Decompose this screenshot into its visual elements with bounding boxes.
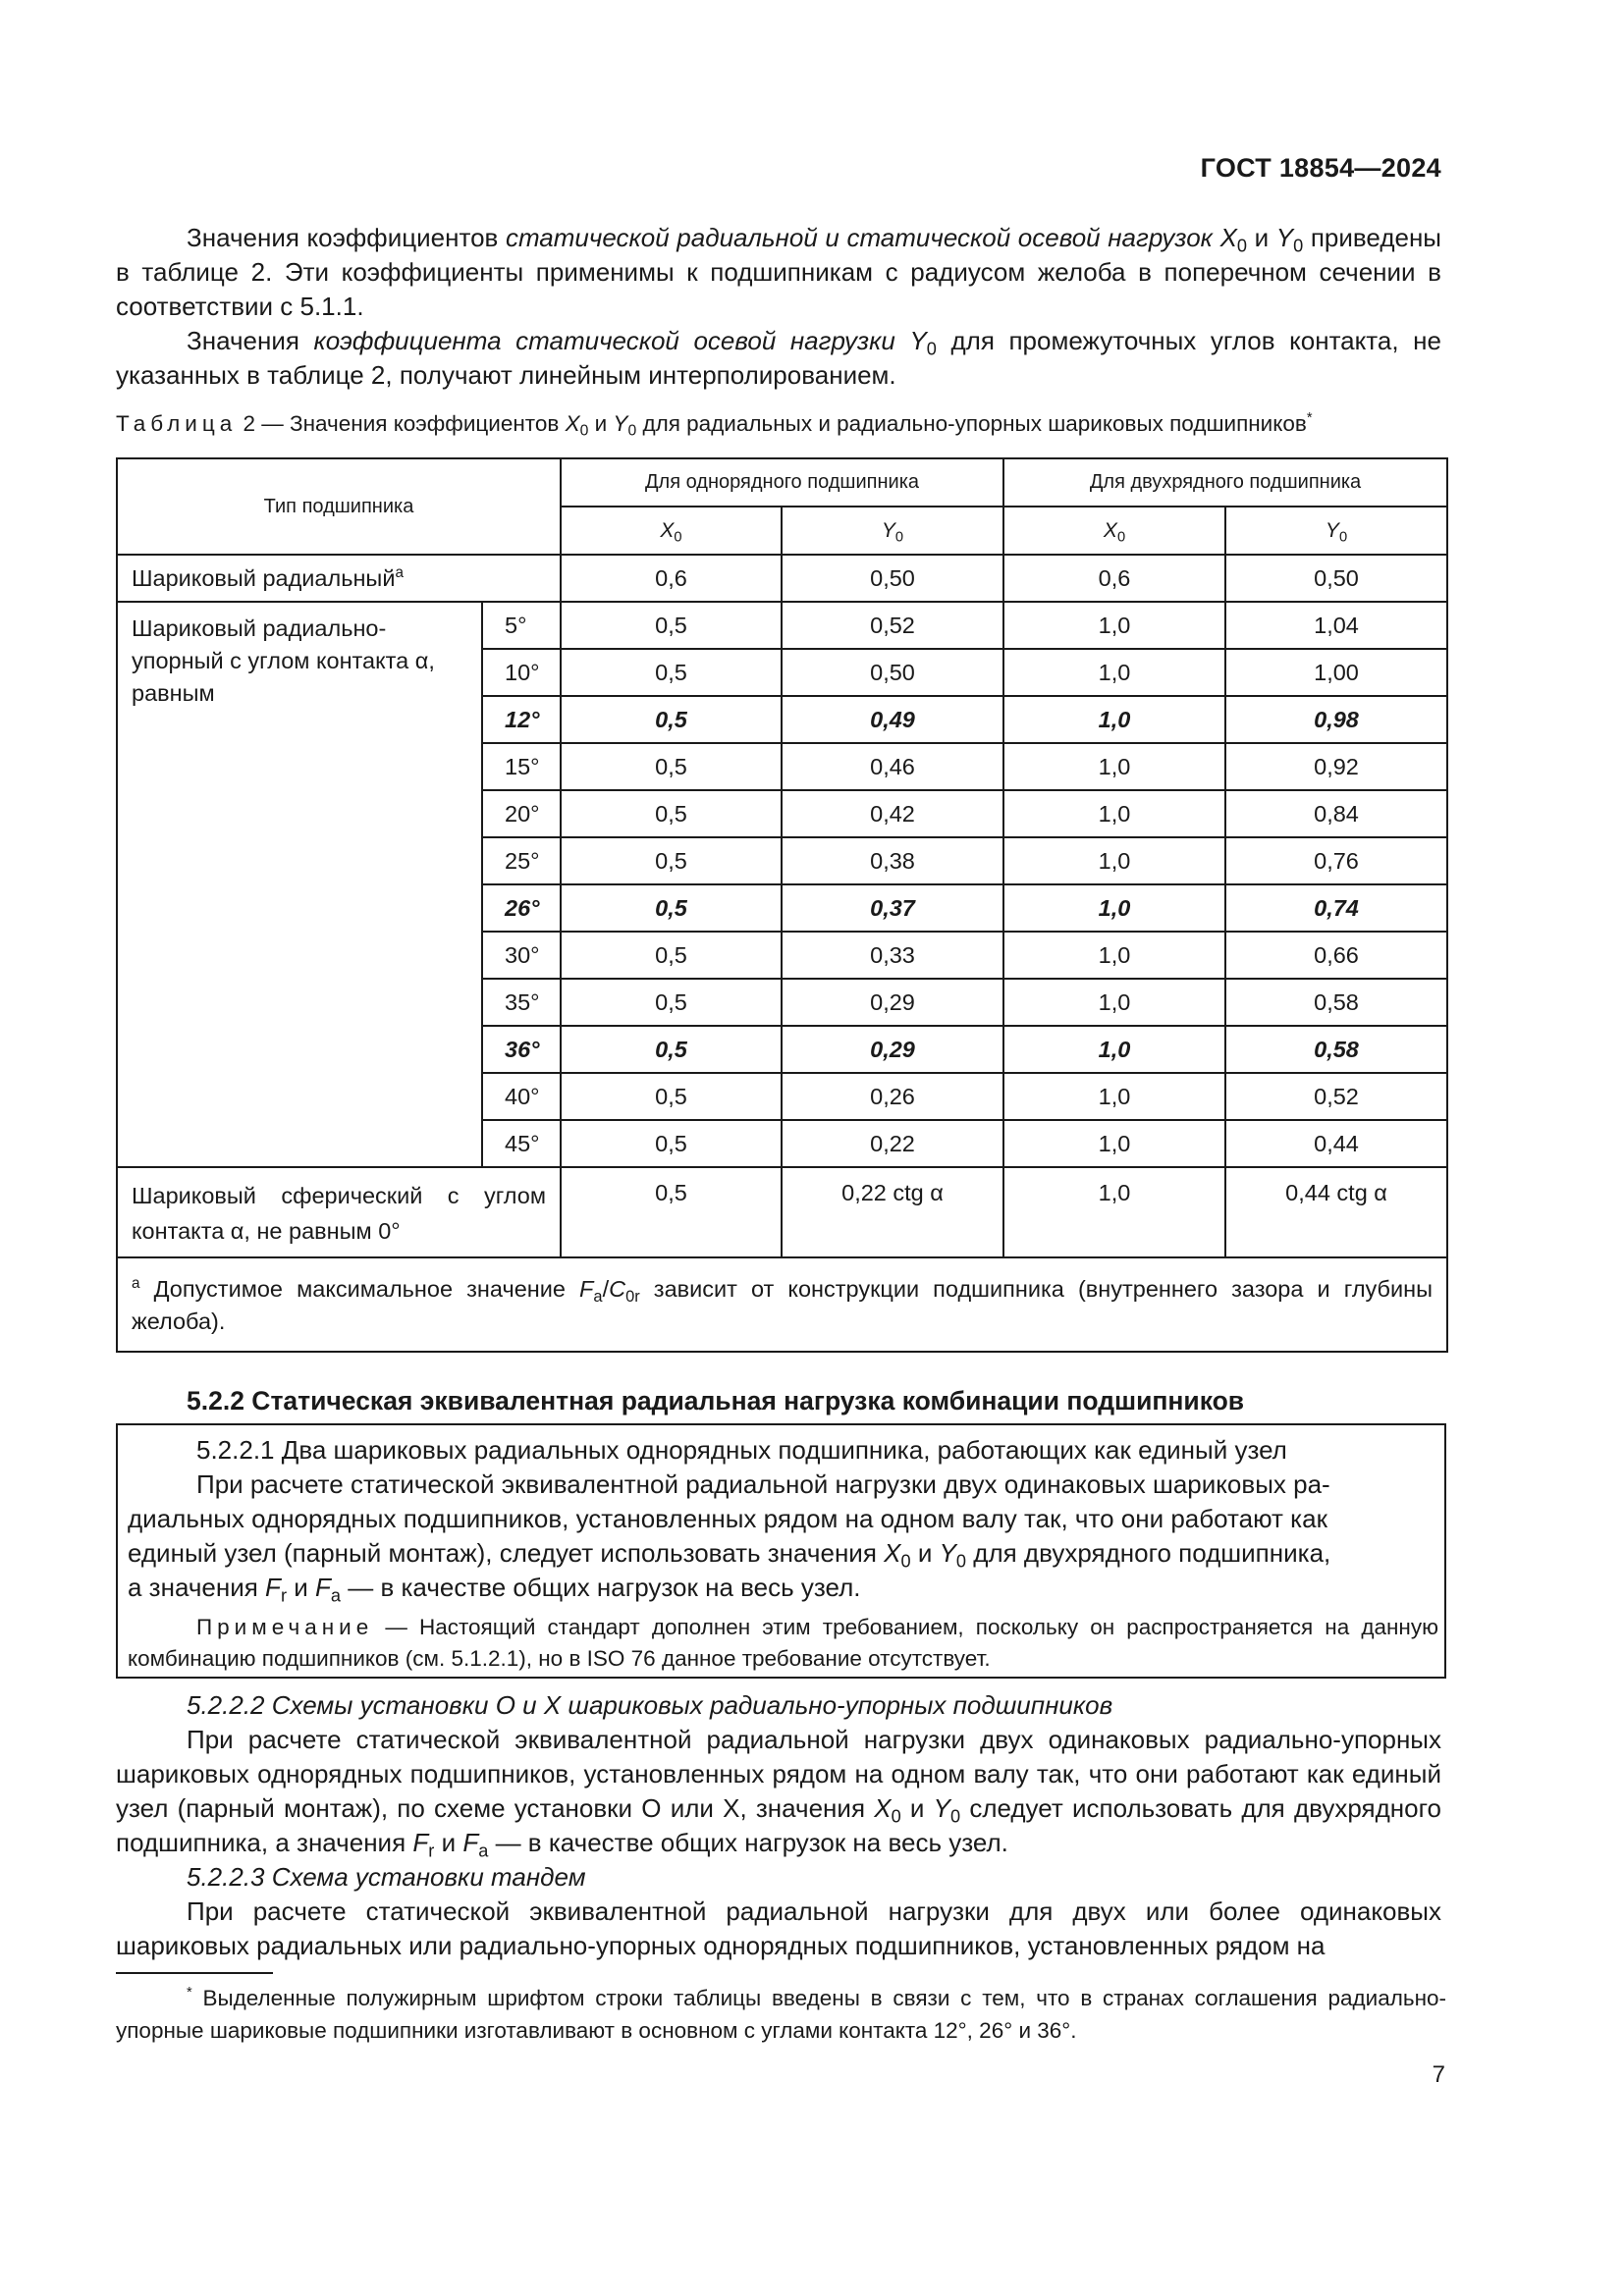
table-cell: 0,5 [561, 1026, 782, 1073]
table-cell: 0,74 [1225, 884, 1447, 932]
table-cell: 0,52 [782, 602, 1003, 649]
text-span [117, 458, 1447, 507]
text-span: Y [939, 1538, 956, 1568]
table-row [117, 555, 1447, 602]
table-footnote-row [117, 1257, 1447, 1352]
text-span: 5.2.2.1 Два шариковых радиальных однорядных подшипника, работающих как единый узел [196, 1435, 1287, 1465]
table-cell: 0,5 [561, 979, 782, 1026]
text-span: X [660, 518, 675, 542]
text-span: следует использовать для двухрядного подшипника, а значения [116, 1793, 1441, 1857]
text-span: / [602, 1276, 610, 1302]
text-span: Значения коэффициентов [187, 223, 506, 252]
table-cell: 10° [482, 649, 561, 696]
intro-paragraph-2 [116, 324, 1441, 393]
intro-paragraph-1 [116, 221, 1441, 324]
text-span: коэффициента статической осевой нагрузки [313, 326, 895, 355]
subscript: 0 [926, 339, 937, 359]
table-cell: 1,0 [1003, 1167, 1225, 1257]
table-caption [116, 410, 1490, 440]
text-span: Y [613, 411, 628, 436]
table-cell: 0,5 [561, 1073, 782, 1120]
subscript: r [428, 1841, 435, 1861]
subscript: 0 [1338, 528, 1348, 545]
subscript: a [330, 1585, 341, 1606]
section-5-2-2-2 [116, 1688, 1441, 1860]
table-cell: 1,0 [1003, 1073, 1225, 1120]
table-cell: 0,5 [561, 837, 782, 884]
header-x0-single [561, 507, 782, 555]
table-cell: 0,58 [1225, 979, 1447, 1026]
table-cell: 0,5 [561, 790, 782, 837]
table-cell: 0,5 [561, 884, 782, 932]
table-cell: 0,76 [1225, 837, 1447, 884]
text-span: а значения [128, 1573, 266, 1602]
table-cell: 0,52 [1225, 1073, 1447, 1120]
row-type-radial [117, 555, 561, 602]
text-span: и [1247, 223, 1276, 252]
table-cell: 0,5 [561, 932, 782, 979]
text-span: При расчете статической эквивалентной радиальной нагрузки двух одинаковых шариковых ра- [196, 1469, 1330, 1499]
table-cell: 0,5 [561, 696, 782, 743]
table-cell: 0,6 [561, 555, 782, 602]
subscript: 0 [900, 1551, 911, 1572]
text-span: единый узел (парный монтаж), следует использовать значения [128, 1538, 885, 1568]
section-5-2-2-1-box [116, 1423, 1446, 1679]
text-span: 5.2.2.2 Схемы установки О и Х шариковых радиально-упорных подшипников [187, 1690, 1113, 1720]
table-cell: 0,37 [782, 884, 1003, 932]
table-cell: 1,0 [1003, 884, 1225, 932]
text-span [128, 1536, 1330, 1571]
text-span: F [412, 1828, 429, 1857]
table-cell: 0,5 [561, 743, 782, 790]
table-cell: 0,5 [561, 602, 782, 649]
text-span: и [287, 1573, 315, 1602]
text-span: зависит от конструкции подшипника (внутреннего зазора и глубины желоба). [132, 1276, 1434, 1334]
table-cell: 26° [482, 884, 561, 932]
text-span: F [579, 1276, 594, 1302]
table-cell: 1,0 [1003, 696, 1225, 743]
table-cell: 1,0 [1003, 602, 1225, 649]
table-cell: 1,0 [1003, 837, 1225, 884]
table-cell: 5° [482, 602, 561, 649]
subscript: 0 [949, 1806, 961, 1827]
table-cell: 0,6 [1003, 555, 1225, 602]
text-span [117, 458, 1447, 1352]
header-x0-double [1003, 507, 1225, 555]
section-5-2-2-heading: 5.2.2 Статическая эквивалентная радиальная нагрузка комбинации подшипников [187, 1386, 1245, 1415]
subscript: 0 [627, 422, 637, 440]
text-span: X [1219, 223, 1237, 252]
table-cell: 20° [482, 790, 561, 837]
table-cell: 35° [482, 979, 561, 1026]
table-cell: 0,84 [1225, 790, 1447, 837]
footnote-rule [116, 1972, 273, 1974]
table-cell: 1,0 [1003, 979, 1225, 1026]
subscript: 0 [1293, 236, 1304, 256]
header-single-row: Для однорядного подшипника [561, 458, 1003, 507]
table-cell: 0,22 [782, 1120, 1003, 1167]
header-y0-single [782, 507, 1003, 555]
table-cell: 0,50 [782, 649, 1003, 696]
table-cell: 0,58 [1225, 1026, 1447, 1073]
table-cell: 0,50 [782, 555, 1003, 602]
subscript: 0 [955, 1551, 967, 1572]
subscript: 0r [625, 1287, 640, 1306]
text-span: F [265, 1573, 281, 1602]
text-span: — Настоящий стандарт дополнен этим требованием, поскольку он распространяется на данную комбинацию подшипников (см. 5.1.2.1), но в ISO 76 данное требование отсутствует. [128, 1615, 1438, 1671]
text-span: приведены в таблице 2. Эти коэффициенты применимы к подшипникам с радиусом желоба в поперечном сечении в соответствии с 5.1.1. [116, 223, 1441, 321]
page-footnote [116, 1982, 1446, 2047]
section-5-2-2-3 [116, 1860, 1441, 1963]
subscript: 0 [1236, 236, 1248, 256]
table-cell: 12° [482, 696, 561, 743]
subscript: r [280, 1585, 287, 1606]
table-cell: 45° [482, 1120, 561, 1167]
text-span: для промежуточных углов контакта, не указанных в таблице 2, получают линейным интерполированием. [116, 326, 1441, 390]
table-cell: 0,44 [1225, 1120, 1447, 1167]
text-span: Выделенные полужирным шрифтом строки таблицы введены в связи с тем, что в странах соглашения радиально-упорные шариковые подшипники изготавливают в основном с углами контакта 12°, 26° и 36°. [116, 1986, 1446, 2043]
table-cell: 0,26 [782, 1073, 1003, 1120]
coefficients-table [116, 457, 1448, 1353]
table-cell: 0,5 [561, 1120, 782, 1167]
table-cell: 0,66 [1225, 932, 1447, 979]
subscript: a [593, 1287, 603, 1306]
table-cell: 0,33 [782, 932, 1003, 979]
table-row-spherical [117, 1167, 1447, 1257]
text-span: для радиальных и радиально-упорных шариковых подшипников [636, 411, 1307, 436]
text-span: статической радиальной и статической осевой нагрузок [505, 223, 1213, 252]
table-cell: 0,5 [561, 1167, 782, 1257]
header-y0-double [1225, 507, 1447, 555]
text-span [116, 1723, 1441, 1860]
text-span: Y [1275, 223, 1294, 252]
table-cell: 30° [482, 932, 561, 979]
text-span: — в качестве общих нагрузок на весь узел. [488, 1828, 1008, 1857]
text-span: X [565, 411, 580, 436]
table-cell: 1,04 [1225, 602, 1447, 649]
superscript: * [187, 1985, 192, 2002]
table-cell: 0,44 ctg α [1225, 1167, 1447, 1257]
row-type-angular: Шариковый радиально-упорный с углом контакта α, равным [117, 602, 482, 1167]
text-span: Y [933, 1793, 950, 1823]
subscript: a [478, 1841, 489, 1861]
superscript: a [395, 563, 404, 581]
table-cell: 0,98 [1225, 696, 1447, 743]
text-span: X [874, 1793, 892, 1823]
subscript: 0 [891, 1806, 901, 1827]
text-span: диальных однорядных подшипников, установленных рядом на одном валу так, что они работают как [128, 1504, 1327, 1533]
table-cell: 15° [482, 743, 561, 790]
text-span: При расчете статической эквивалентной радиальной нагрузки двух одинаковых радиально-упорных шариковых однорядных подшипников, установленных рядом на одном валу так, что они работают как единый узел (парный монтаж), по схеме установки О или Х, значения [116, 1725, 1441, 1823]
table-cell: 0,46 [782, 743, 1003, 790]
text-span: и [900, 1793, 934, 1823]
subscript: 0 [1116, 528, 1126, 545]
text-span: F [462, 1828, 479, 1857]
table-cell: 1,0 [1003, 790, 1225, 837]
text-span: Шариковый радиальный [132, 564, 396, 591]
table-cell: 0,22 ctg α [782, 1167, 1003, 1257]
text-span: для двухрядного подшипника, [966, 1538, 1331, 1568]
table-cell: 40° [482, 1073, 561, 1120]
text-span: Y [881, 518, 895, 542]
table-cell: 1,00 [1225, 649, 1447, 696]
text-span: F [314, 1573, 331, 1602]
table-cell: 0,38 [782, 837, 1003, 884]
text-span: и [910, 1538, 940, 1568]
superscript: * [1306, 410, 1313, 427]
table-footnote-a [117, 1257, 1447, 1352]
header-double-row: Для двухрядного подшипника [1003, 458, 1447, 507]
table-cell: 1,0 [1003, 1026, 1225, 1073]
text-span: Y [1325, 518, 1339, 542]
text-span: C [609, 1276, 626, 1302]
table-cell: Шариковый сферический с углом контакта α, не равным 0° [117, 1167, 561, 1257]
table-cell: 36° [482, 1026, 561, 1073]
table-cell: 1,0 [1003, 932, 1225, 979]
text-span: 5.2.2.3 Схема установки тандем [187, 1862, 586, 1892]
table-cell: 1,0 [1003, 1120, 1225, 1167]
text-span: Значения [187, 326, 314, 355]
header-type: Тип подшипника [117, 458, 561, 555]
subscript: 0 [674, 528, 682, 545]
text-span: X [1103, 518, 1117, 542]
table-cell: 0,42 [782, 790, 1003, 837]
table-cell: 0,29 [782, 979, 1003, 1026]
document-header-id: ГОСТ 18854—2024 [1200, 153, 1441, 183]
text-span: При расчете статической эквивалентной радиальной нагрузки для двух или более одинаковых шариковых радиальных или радиально-упорных однорядных подшипников, установленных рядом на [116, 1896, 1441, 1960]
superscript: a [132, 1274, 140, 1292]
text-span: Допустимое максимальное значение [139, 1276, 580, 1302]
text-span: Примечание [196, 1615, 374, 1639]
table-cell: 0,50 [1225, 555, 1447, 602]
text-span: — в качестве общих нагрузок на весь узел. [341, 1573, 861, 1602]
table-cell: 0,5 [561, 649, 782, 696]
text-span: Таблица [116, 411, 238, 436]
page-number: 7 [1432, 2061, 1445, 2088]
text-span: и [434, 1828, 463, 1857]
subscript: 0 [579, 422, 589, 440]
text-span: Y [909, 326, 927, 355]
table-cell: 0,92 [1225, 743, 1447, 790]
box-note [128, 1612, 1438, 1675]
subscript: 0 [894, 528, 904, 545]
table-cell: 25° [482, 837, 561, 884]
text-span [128, 1571, 861, 1605]
text-span: 2 — Значения коэффициентов [237, 411, 566, 436]
text-span: X [884, 1538, 901, 1568]
table-cell: 0,29 [782, 1026, 1003, 1073]
table-cell: 1,0 [1003, 649, 1225, 696]
table-cell: 0,49 [782, 696, 1003, 743]
table-row [117, 602, 1447, 649]
text-span: и [588, 411, 614, 436]
table-cell: 1,0 [1003, 743, 1225, 790]
